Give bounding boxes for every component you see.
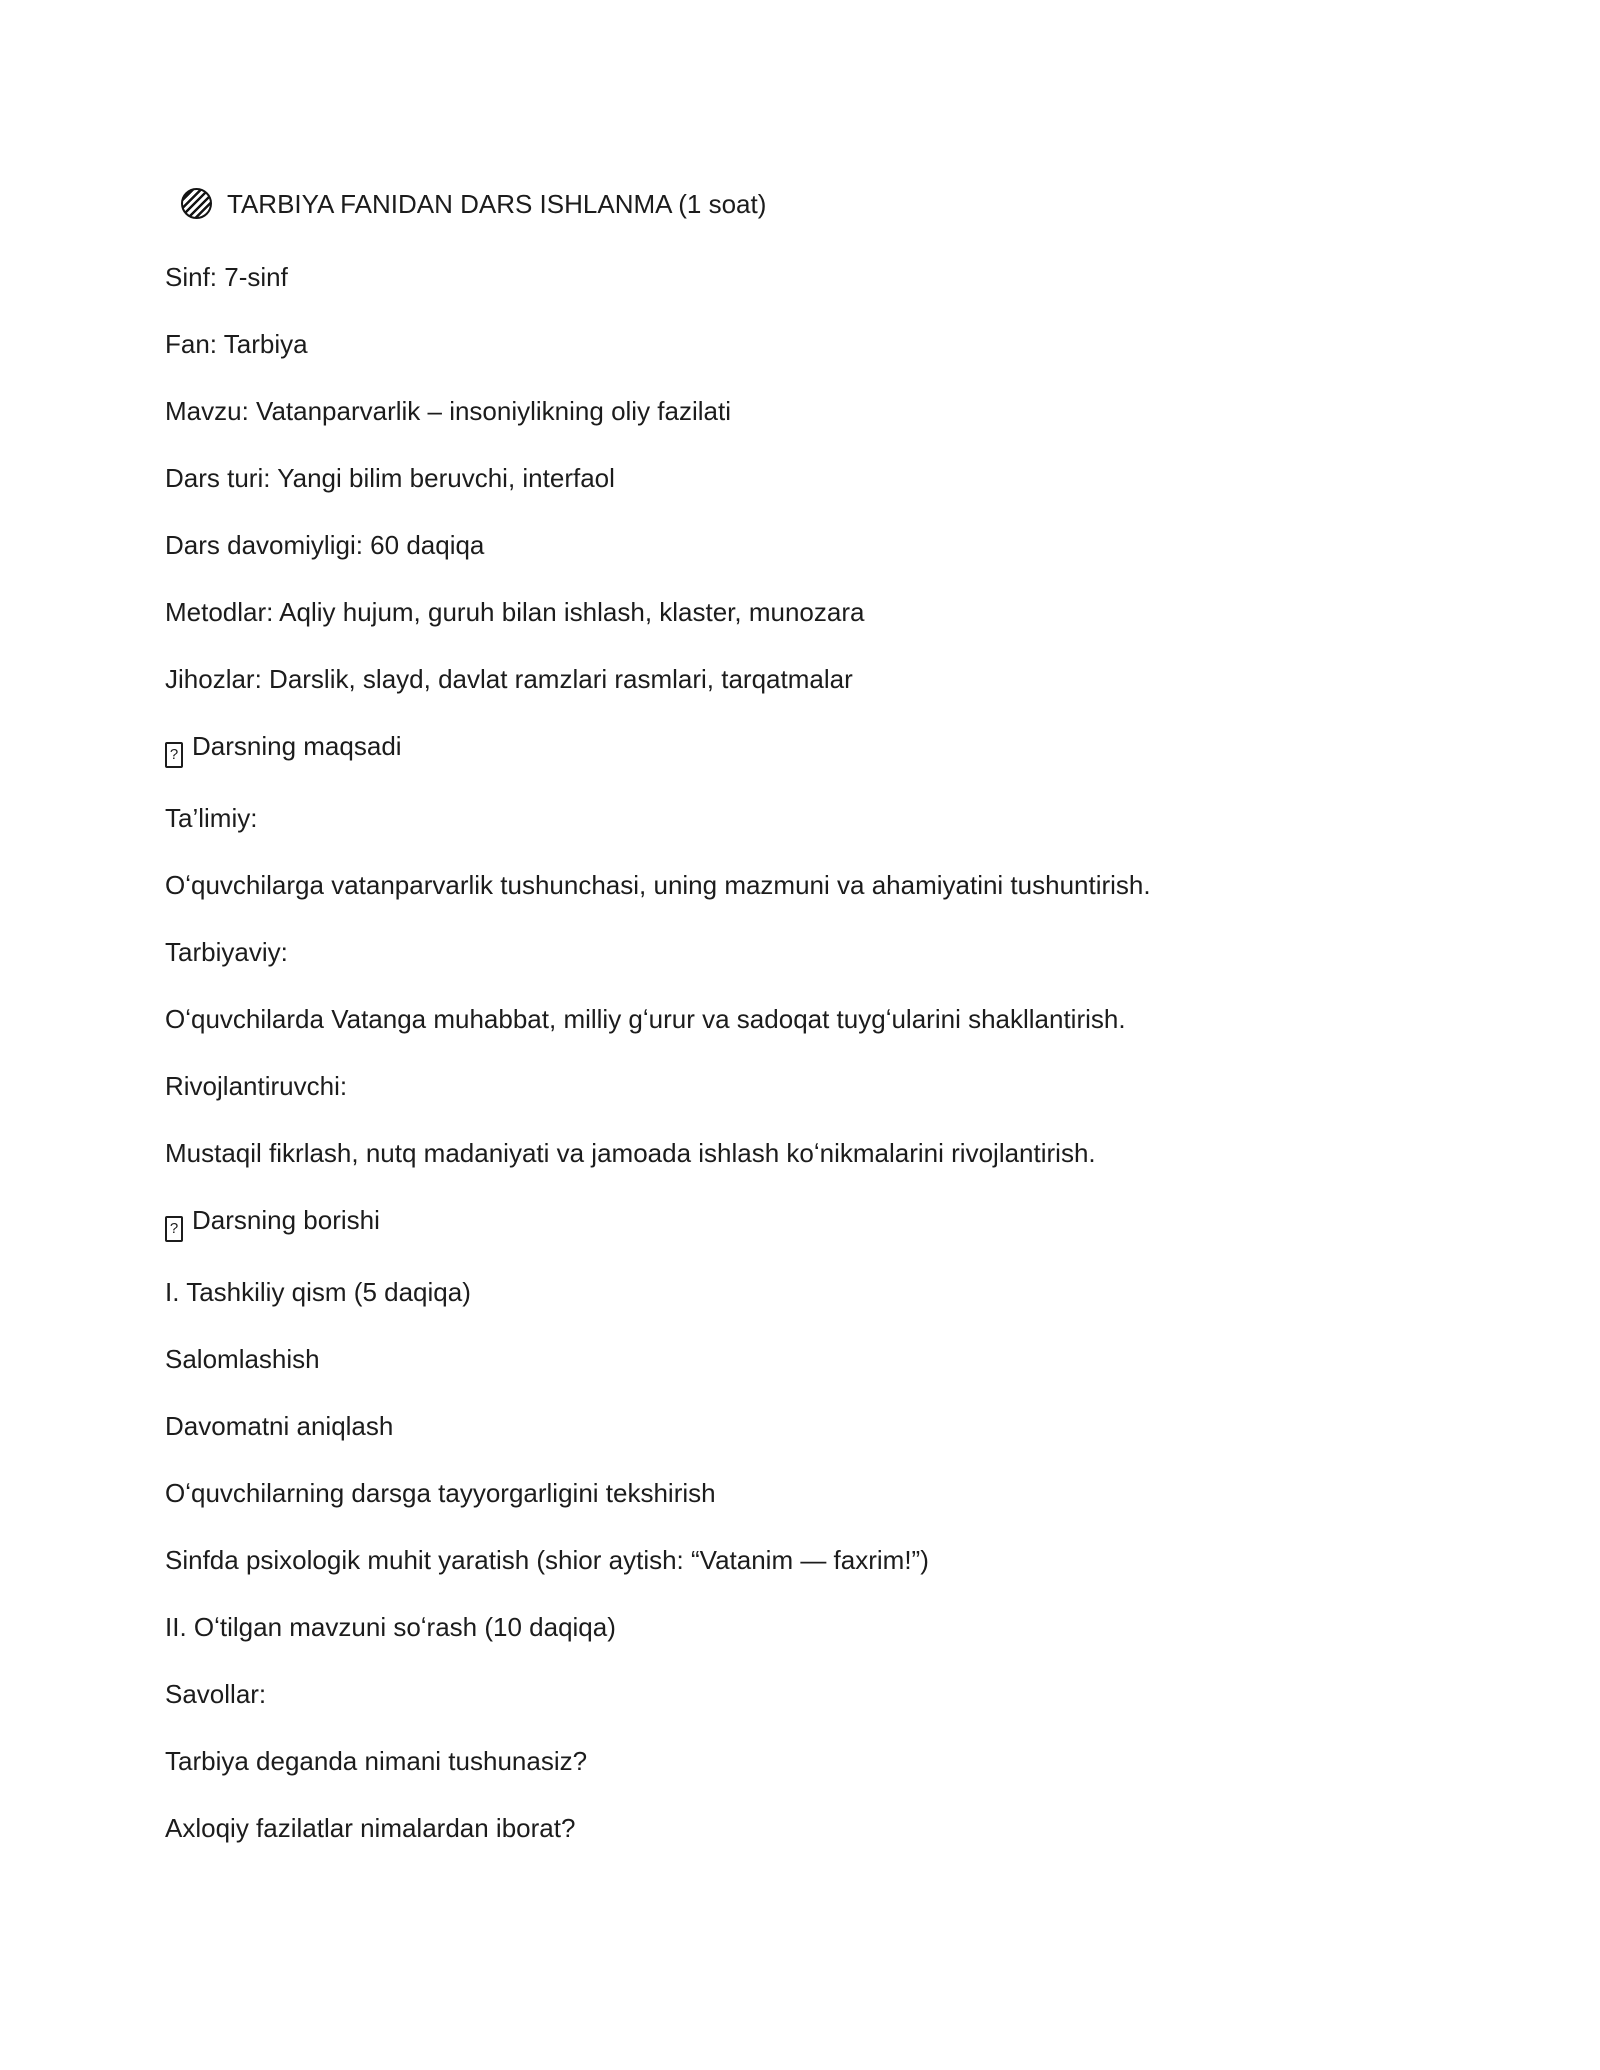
doc-line-duration xyxy=(165,528,1540,562)
doc-line-part2-heading xyxy=(165,1610,1540,1644)
doc-line-educational-body xyxy=(165,868,1540,902)
doc-line-upbringing-label xyxy=(165,935,1540,969)
doc-line-greeting xyxy=(165,1342,1540,1376)
doc-line-subject xyxy=(165,327,1540,361)
doc-line-class xyxy=(165,260,1540,294)
doc-line-educational-label xyxy=(165,801,1540,835)
line-text: Mustaqil fikrlash, nutq madaniyati va jamoada ishlash koʻnikmalarini rivojlantirish. xyxy=(165,1138,1096,1168)
line-text: Oʻquvchilarning darsga tayyorgarligini tekshirish xyxy=(165,1478,716,1508)
line-text: Tarbiyaviy: xyxy=(165,937,288,967)
line-text: Axloqiy fazilatlar nimalardan iborat? xyxy=(165,1813,576,1843)
doc-line-methods xyxy=(165,595,1540,629)
line-text: Salomlashish xyxy=(165,1344,320,1374)
doc-line-attendance xyxy=(165,1409,1540,1443)
doc-line-question-1 xyxy=(165,1744,1540,1778)
doc-line-part1-heading xyxy=(165,1275,1540,1309)
line-text: Darsning maqsadi xyxy=(192,731,402,761)
line-text: Savollar: xyxy=(165,1679,267,1709)
line-text: Jihozlar: Darslik, slayd, davlat ramzlari rasmlari, tarqatmalar xyxy=(165,664,853,694)
line-text: Tarbiya deganda nimani tushunasiz? xyxy=(165,1746,588,1776)
line-text: II. Oʻtilgan mavzuni soʻrash (10 daqiqa) xyxy=(165,1612,616,1642)
line-text: Mavzu: Vatanparvarlik – insoniylikning oliy fazilati xyxy=(165,396,731,426)
line-text: Sinfda psixologik muhit yaratish (shior aytish: “Vatanim — faxrim!”) xyxy=(165,1545,929,1575)
tofu-question-glyph: ? xyxy=(169,1220,179,1237)
line-text: Dars turi: Yangi bilim beruvchi, interfaol xyxy=(165,463,615,493)
doc-section-course xyxy=(165,1203,1540,1242)
line-text: Rivojlantiruvchi: xyxy=(165,1071,348,1101)
line-text: Metodlar: Aqliy hujum, guruh bilan ishlash, klaster, munozara xyxy=(165,597,865,627)
doc-line-topic xyxy=(165,394,1540,428)
doc-line-equipment xyxy=(165,662,1540,696)
hatched-circle-icon xyxy=(181,188,212,219)
doc-line-upbringing-body xyxy=(165,1002,1540,1036)
doc-section-goal xyxy=(165,729,1540,768)
line-text: Davomatni aniqlash xyxy=(165,1411,394,1441)
line-text: Fan: Tarbiya xyxy=(165,329,308,359)
line-text: Sinf: 7-sinf xyxy=(165,262,288,292)
doc-line-lesson-type xyxy=(165,461,1540,495)
graduation-emoji-fallback-icon xyxy=(165,188,227,227)
doc-line-developing-body xyxy=(165,1136,1540,1170)
doc-line-question-2 xyxy=(165,1811,1540,1845)
doc-line-readiness xyxy=(165,1476,1540,1510)
missing-glyph-icon xyxy=(165,742,183,768)
line-text: Darsning borishi xyxy=(192,1205,380,1235)
line-text: Oʻquvchilarga vatanparvarlik tushunchasi, uning mazmuni va ahamiyatini tushuntirish. xyxy=(165,870,1151,900)
doc-line-psych-climate xyxy=(165,1543,1540,1577)
line-text: I. Tashkiliy qism (5 daqiqa) xyxy=(165,1277,471,1307)
doc-title-line xyxy=(165,187,1540,227)
line-text: Ta’limiy: xyxy=(165,803,258,833)
doc-title-text: TARBIYA FANIDAN DARS ISHLANMA (1 soat) xyxy=(227,189,767,219)
line-text: Dars davomiyligi: 60 daqiqa xyxy=(165,530,485,560)
doc-line-questions-label xyxy=(165,1677,1540,1711)
line-text: Oʻquvchilarda Vatanga muhabbat, milliy gʻurur va sadoqat tuygʻularini shakllantirish. xyxy=(165,1004,1126,1034)
missing-glyph-icon xyxy=(165,1216,183,1242)
doc-line-developing-label xyxy=(165,1069,1540,1103)
tofu-question-glyph: ? xyxy=(169,746,179,763)
